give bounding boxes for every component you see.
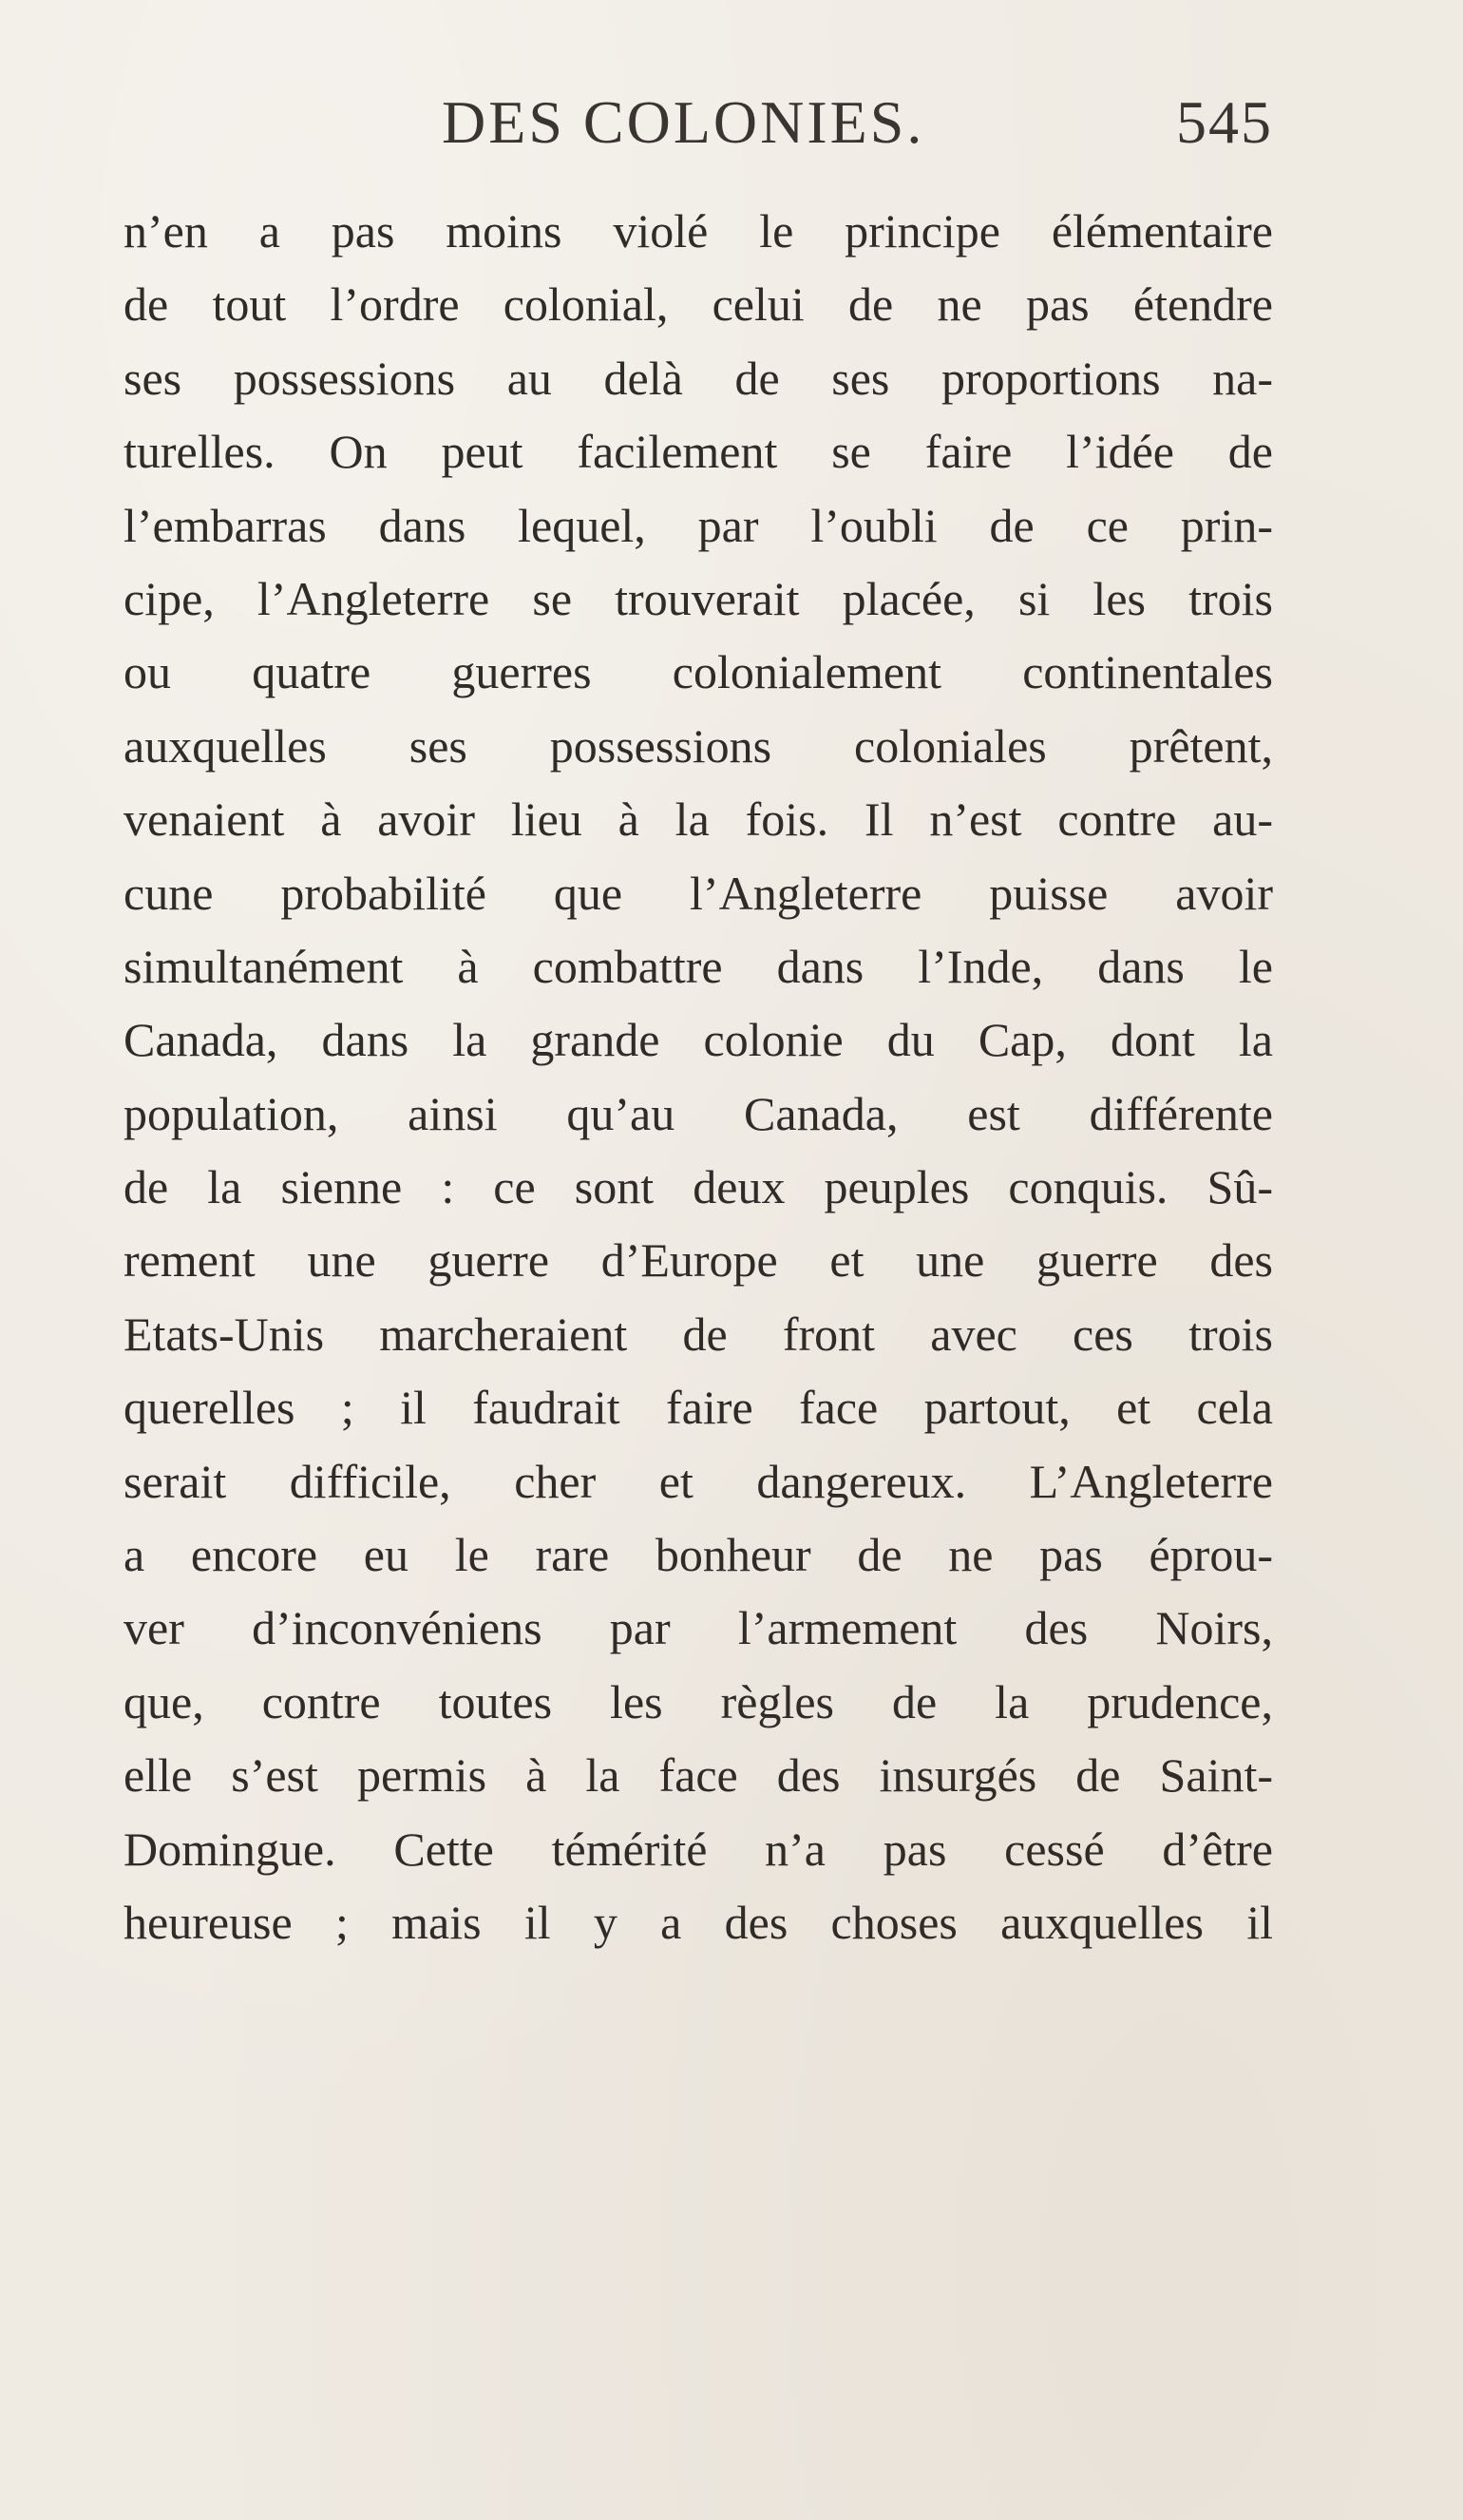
text-line: n’en a pas moins violé le principe élémentaire [124, 204, 1273, 258]
text-line: a encore eu le rare bonheur de ne pas éprou- [124, 1528, 1273, 1582]
text-line: heureuse ; mais il y a des choses auxquelles il [124, 1895, 1273, 1949]
text-line: Canada, dans la grande colonie du Cap, dont la [124, 1013, 1273, 1067]
text-line: population, ainsi qu’au Canada, est différente [124, 1086, 1273, 1140]
text-line: serait difficile, cher et dangereux. L’Angleterre [124, 1454, 1273, 1508]
text-line: auxquelles ses possessions coloniales prêtent, [124, 718, 1273, 773]
text-line: venaient à avoir lieu à la fois. Il n’est contre au- [124, 792, 1273, 847]
text-line: ver d’inconvéniens par l’armement des Noirs, [124, 1601, 1273, 1655]
text-line: de la sienne : ce sont deux peuples conquis. Sû- [124, 1160, 1273, 1214]
text-line: ses possessions au delà de ses proportions na- [124, 351, 1273, 405]
text-line: de tout l’ordre colonial, celui de ne pas étendre [124, 277, 1273, 332]
text-line: ou quatre guerres colonialement continentales [124, 645, 1273, 699]
text-line: cune probabilité que l’Angleterre puisse avoir [124, 866, 1273, 920]
text-line: que, contre toutes les règles de la prudence, [124, 1674, 1273, 1728]
text-line: simultanément à combattre dans l’Inde, dans le [124, 939, 1273, 993]
page-number: 545 [1176, 88, 1273, 156]
text-line: l’embarras dans lequel, par l’oubli de ce prin- [124, 498, 1273, 552]
running-head [114, 87, 1273, 163]
text-line: rement une guerre d’Europe et une guerre des [124, 1233, 1273, 1288]
text-line: cipe, l’Angleterre se trouverait placée, si les trois [124, 571, 1273, 625]
text-line: Domingue. Cette témérité n’a pas cessé d’être [124, 1822, 1273, 1876]
text-line: turelles. On peut facilement se faire l’idée de [124, 425, 1273, 479]
text-line: Etats-Unis marcheraient de front avec ces trois [124, 1307, 1273, 1361]
running-title: DES COLONIES. [442, 88, 925, 156]
body-text [124, 195, 1273, 1959]
text-line: querelles ; il faudrait faire face partout, et cela [124, 1381, 1273, 1435]
text-line: elle s’est permis à la face des insurgés de Saint- [124, 1748, 1273, 1803]
